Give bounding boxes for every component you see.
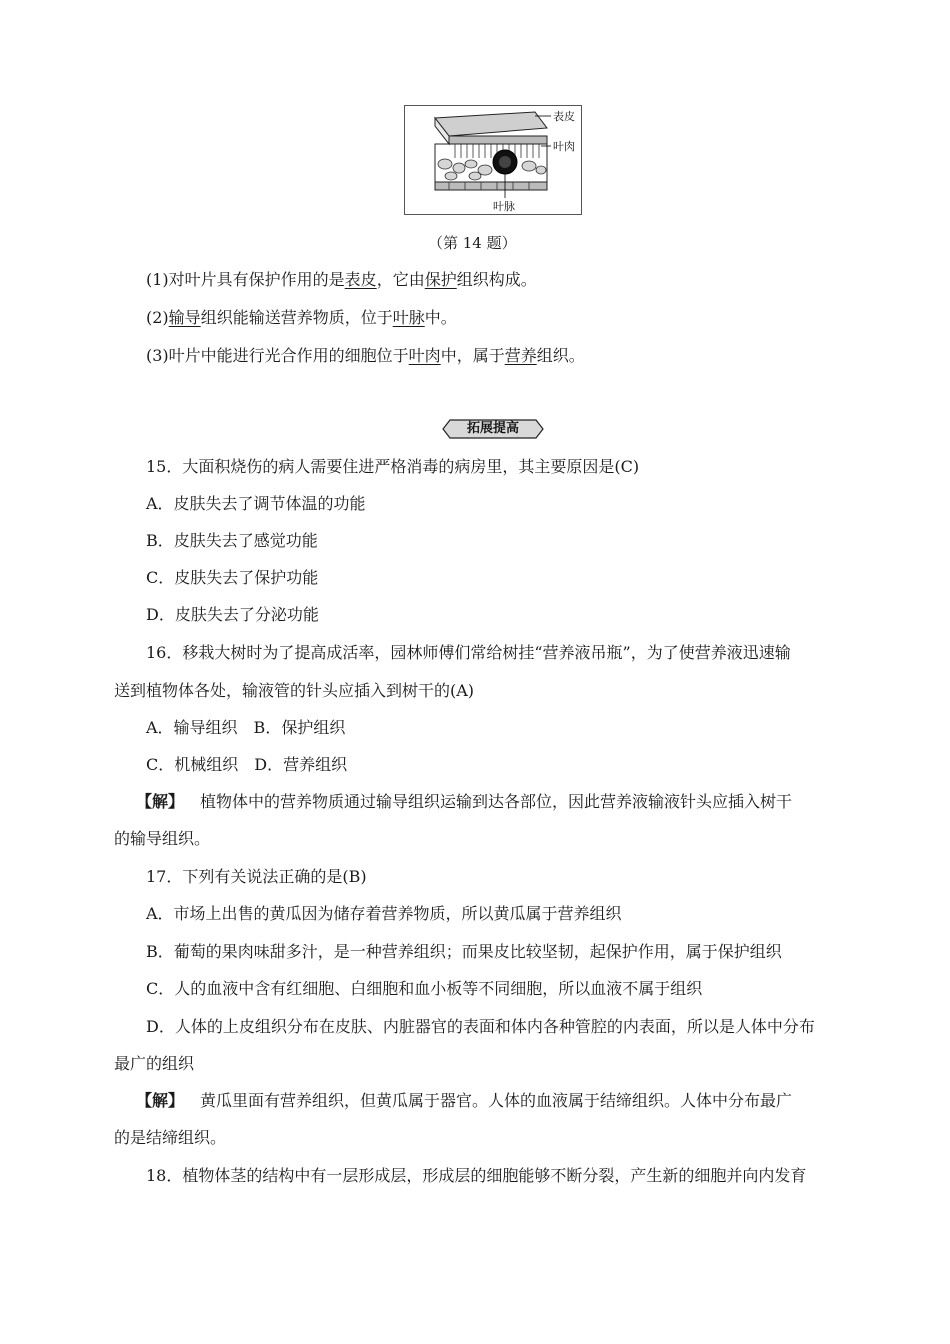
q17-option-a: A．市场上出售的黄瓜因为储存着营养物质，所以黄瓜属于营养组织 bbox=[146, 904, 622, 923]
q15-option-d: D．皮肤失去了分泌功能 bbox=[146, 605, 319, 624]
q18-stem-line1: 18．植物体茎的结构中有一层形成层，形成层的细胞能够不断分裂，产生新的细胞并向内发育 bbox=[146, 1166, 807, 1185]
q14-p1-post: 组织构成。 bbox=[456, 270, 537, 289]
q16-explanation-line2: 的输导组织。 bbox=[114, 829, 211, 848]
q16-explain-text: 植物体中的营养物质通过输导组织运输到达各部位，因此营养液输液针头应插入树干 bbox=[200, 792, 793, 811]
q14-p2-mid: 组织能输送营养物质，位于 bbox=[200, 308, 393, 327]
q17-explain-tag: 【解】 bbox=[136, 1091, 185, 1110]
leaf-cross-section-diagram bbox=[405, 106, 581, 214]
q16-options-line1: A．输导组织 B．保护组织 bbox=[146, 718, 346, 737]
q17-explanation-line2: 的是结缔组织。 bbox=[114, 1128, 227, 1147]
section-banner bbox=[442, 419, 544, 439]
label-epidermis: 表皮 bbox=[553, 110, 575, 123]
q14-p2-post: 中。 bbox=[424, 308, 457, 327]
q16-stem-line1: 16．移栽大树时为了提高成活率，园林师傅们常给树挂“营养液吊瓶”，为了使营养液迅速输 bbox=[146, 643, 791, 662]
q14-p3-answer1: 叶肉 bbox=[408, 346, 441, 365]
q17-option-b: B．葡萄的果肉味甜多汁，是一种营养组织；而果皮比较坚韧，起保护作用，属于保护组织 bbox=[146, 942, 782, 961]
q14-p2-answer1: 输导 bbox=[168, 308, 201, 327]
q14-p3-post: 组织。 bbox=[536, 346, 585, 365]
q14-p1-mid: ，它由 bbox=[376, 270, 425, 289]
q17-option-d-line1: D．人体的上皮组织分布在皮肤、内脏器官的表面和体内各种管腔的内表面，所以是人体中分布 bbox=[146, 1017, 815, 1036]
q14-part3 bbox=[146, 346, 585, 366]
leaf-structure-figure bbox=[404, 105, 582, 215]
q14-p2-answer2: 叶脉 bbox=[392, 308, 425, 327]
q17-stem: 17．下列有关说法正确的是(B) bbox=[146, 867, 367, 886]
q17-explanation-line1 bbox=[136, 1091, 792, 1111]
label-vein: 叶脉 bbox=[493, 200, 515, 213]
q14-p2-prefix: (2) bbox=[146, 308, 169, 327]
label-mesophyll: 叶肉 bbox=[553, 140, 575, 153]
q16-options-line2: C．机械组织 D．营养组织 bbox=[146, 755, 348, 774]
q14-part1 bbox=[146, 270, 537, 290]
q15-option-a: A．皮肤失去了调节体温的功能 bbox=[146, 494, 366, 513]
q14-p3-mid: 中，属于 bbox=[440, 346, 505, 365]
q16-explain-tag: 【解】 bbox=[136, 792, 185, 811]
q15-option-c: C．皮肤失去了保护功能 bbox=[146, 568, 319, 587]
q17-option-c: C．人的血液中含有红细胞、白细胞和血小板等不同细胞，所以血液不属于组织 bbox=[146, 979, 703, 998]
section-banner-label: 拓展提高 bbox=[466, 421, 519, 436]
q14-p1-pre: (1)对叶片具有保护作用的是 bbox=[146, 270, 345, 289]
q15-option-b: B．皮肤失去了感觉功能 bbox=[146, 531, 318, 550]
q17-option-d-line2: 最广的组织 bbox=[114, 1054, 195, 1073]
q14-p3-answer2: 营养 bbox=[504, 346, 537, 365]
q16-explanation-line1 bbox=[136, 792, 792, 812]
q14-p1-answer2: 保护 bbox=[424, 270, 457, 289]
q15-stem: 15．大面积烧伤的病人需要住进严格消毒的病房里，其主要原因是(C) bbox=[146, 457, 640, 476]
q16-stem-line2: 送到植物体各处，输液管的针头应插入到树干的(A) bbox=[114, 681, 475, 700]
q14-p3-pre: (3)叶片中能进行光合作用的细胞位于 bbox=[146, 346, 409, 365]
q17-explain-text: 黄瓜里面有营养组织，但黄瓜属于器官。人体的血液属于结缔组织。人体中分布最广 bbox=[200, 1091, 793, 1110]
q14-p1-answer1: 表皮 bbox=[344, 270, 377, 289]
figure-caption: （第 14 题） bbox=[428, 234, 517, 252]
q14-part2 bbox=[146, 308, 457, 328]
